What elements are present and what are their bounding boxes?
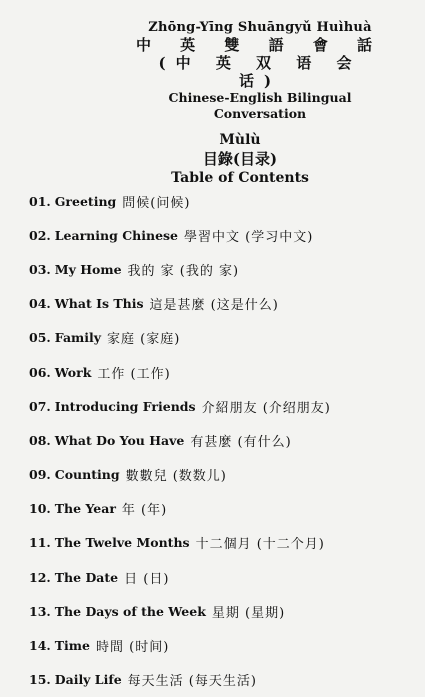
toc-item-chinese: 這是甚麼 (这是什么) bbox=[149, 298, 279, 314]
toc-item-english: The Twelve Months bbox=[54, 535, 190, 551]
toc-item-number: 01. bbox=[29, 193, 51, 209]
toc-item-number: 06. bbox=[29, 364, 51, 380]
toc-item-chinese: 年 (年) bbox=[121, 503, 168, 519]
toc-heading-english: Table of Contents bbox=[171, 170, 309, 186]
toc-item-chinese: 我的 家 (我的 家) bbox=[127, 263, 240, 279]
toc-item bbox=[29, 526, 409, 560]
toc-item bbox=[29, 355, 409, 389]
title-english: Chinese-English Bilingual Conversation bbox=[168, 90, 352, 121]
toc-item-chinese: 數數兒 (数数儿) bbox=[125, 469, 227, 485]
toc-item-english: Daily Life bbox=[54, 672, 122, 688]
toc-item bbox=[29, 628, 409, 662]
toc-item-chinese: 十二個月 (十二个月) bbox=[195, 537, 325, 553]
toc-heading-block bbox=[150, 132, 330, 187]
toc-item bbox=[29, 458, 409, 492]
toc-item-number: 08. bbox=[29, 432, 51, 448]
toc-item-number: 04. bbox=[29, 296, 51, 312]
toc-item-number: 09. bbox=[29, 467, 51, 483]
toc-item-chinese: 工作 (工作) bbox=[97, 366, 171, 382]
toc-item-english: Work bbox=[54, 364, 92, 380]
toc-item-chinese: 星期 (星期) bbox=[211, 605, 286, 621]
toc-item-number: 07. bbox=[29, 398, 51, 414]
toc-item-chinese: 每天生活 (每天生活) bbox=[127, 674, 257, 690]
toc-item-chinese: 有甚麼 (有什么) bbox=[190, 434, 292, 450]
toc-item bbox=[29, 252, 409, 286]
toc-item-english: The Date bbox=[54, 569, 119, 585]
toc-item bbox=[29, 321, 409, 355]
title-traditional: 中 英 雙 語 會 話 bbox=[135, 36, 385, 54]
toc-item-number: 05. bbox=[29, 330, 51, 346]
toc-item-english: What Is This bbox=[54, 296, 144, 312]
toc-item-english: What Do You Have bbox=[54, 432, 185, 448]
toc-item bbox=[29, 560, 409, 594]
toc-item-number: 10. bbox=[29, 501, 51, 517]
toc-item-english: My Home bbox=[54, 261, 122, 277]
toc-item-chinese: 學習中文 (学习中文) bbox=[184, 229, 314, 245]
toc-item-number: 03. bbox=[29, 261, 51, 277]
toc-item-english: Introducing Friends bbox=[54, 398, 196, 414]
toc-item bbox=[29, 423, 409, 457]
toc-item-number: 12. bbox=[29, 569, 51, 585]
toc-item bbox=[29, 594, 409, 628]
toc-item-number: 14. bbox=[29, 638, 51, 654]
toc-item bbox=[29, 218, 409, 252]
toc-item-chinese: 日 (日) bbox=[124, 571, 170, 587]
toc-item-english: Time bbox=[54, 638, 90, 654]
toc-item-english: The Days of the Week bbox=[54, 603, 206, 619]
toc-item-english: Learning Chinese bbox=[54, 227, 179, 243]
toc-item-english: Counting bbox=[54, 467, 120, 483]
toc-item-number: 11. bbox=[29, 535, 51, 551]
toc-item-chinese: 介紹朋友 (介绍朋友) bbox=[201, 400, 331, 416]
toc-item-number: 13. bbox=[29, 603, 51, 619]
title-simplified: (中 英 双 语 会 话) bbox=[158, 54, 362, 90]
toc-item-number: 02. bbox=[29, 227, 51, 243]
toc-item-english: Greeting bbox=[54, 193, 117, 209]
toc-heading-pinyin: Mùlù bbox=[219, 132, 261, 148]
toc-list bbox=[29, 184, 409, 697]
toc-item bbox=[29, 287, 409, 321]
toc-item-number: 15. bbox=[29, 672, 51, 688]
toc-item-chinese: 時間 (时间) bbox=[95, 640, 170, 656]
toc-item-chinese: 問候(问候) bbox=[122, 195, 191, 211]
toc-item-english: Family bbox=[54, 330, 102, 346]
toc-item bbox=[29, 184, 409, 218]
toc-item bbox=[29, 389, 409, 423]
toc-item-chinese: 家庭 (家庭) bbox=[107, 332, 181, 348]
toc-item-english: The Year bbox=[54, 501, 116, 517]
title-pinyin: Zhōng-Yīng Shuāngyǔ Huìhuà bbox=[148, 20, 372, 35]
toc-heading-hanzi: 目錄(目录) bbox=[202, 150, 278, 168]
toc-item bbox=[29, 663, 409, 697]
book-title-block bbox=[130, 20, 390, 122]
toc-item bbox=[29, 492, 409, 526]
